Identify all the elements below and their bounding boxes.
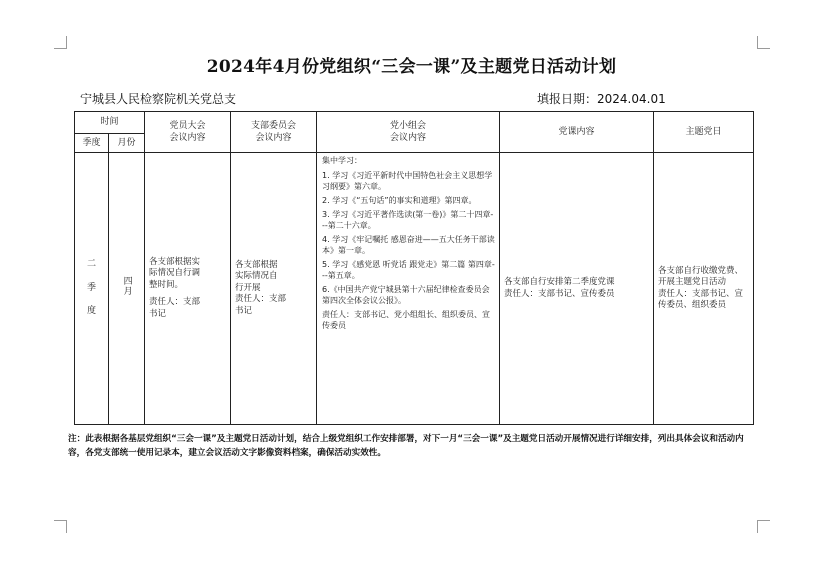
- header-time: 时间: [75, 112, 145, 134]
- crop-mark-bottom-left: [54, 520, 67, 533]
- header-members-meeting-line2: 会议内容: [169, 133, 206, 143]
- party-lecture-line: 各支部自行安排第二季度党课: [504, 277, 615, 288]
- branch-committee-content: [231, 153, 317, 425]
- quarter-char-3: 度: [86, 306, 96, 317]
- members-meeting-line: 际情况自行调: [149, 268, 201, 279]
- group-meeting-head: 集中学习：: [322, 156, 363, 165]
- theme-day-content: [654, 153, 754, 425]
- branch-committee-line: 各支部根据: [235, 259, 278, 270]
- group-meeting-item: 2. 学习《“五句话”的事实和道理》第四章。: [322, 196, 477, 206]
- group-meeting-item: 5. 学习《感党恩 听党话 跟党走》第二篇 第四章---第五章。: [322, 260, 495, 281]
- members-meeting-line: 整时间。: [149, 279, 184, 290]
- branch-committee-line: 责任人：支部: [235, 294, 287, 305]
- members-meeting-line: 各支部根据实: [149, 256, 201, 267]
- document-title: 2024年4月份党组织“三会一课”及主题党日活动计划: [206, 57, 617, 77]
- members-meeting-line: 责任人：支部: [149, 297, 201, 308]
- month-value: 四月: [121, 276, 132, 297]
- members-meeting-content: [145, 153, 231, 425]
- group-meeting-content: [317, 153, 500, 425]
- header-branch-committee-line2: 会议内容: [255, 133, 292, 143]
- header-group-meeting-line2: 会议内容: [390, 133, 427, 143]
- header-party-lecture: 党课内容: [500, 112, 654, 153]
- group-meeting-item: 4. 学习《牢记嘱托 感恩奋进——五大任务干部读本》第一章。: [322, 235, 495, 256]
- theme-day-responsible: 责任人：支部书记、宣传委员、组织委员: [658, 288, 744, 310]
- group-meeting-item: 6.《中国共产党宁城县第十六届纪律检查委员会第四次全体会议公报》。: [322, 285, 490, 306]
- crop-mark-top-right: [757, 36, 770, 49]
- footnote: 注：此表根据各基层党组织“三会一课”及主题党日活动计划，结合上级党组织工作安排部署，对下一月“三会一课”及主题党日活动开展情况进行详细安排，列出具体会议和活动内容，各党支部统一使用记录本，建立会议活动文字影像资料档案，确保活动实效性。: [68, 434, 744, 459]
- group-meeting-item: 1. 学习《习近平新时代中国特色社会主义思想学习纲要》第六章。: [322, 171, 493, 192]
- branch-committee-line: 实际情况自: [235, 271, 278, 282]
- branch-committee-line: 行开展: [235, 282, 261, 293]
- crop-mark-bottom-right: [757, 520, 770, 533]
- quarter-cell: [75, 153, 109, 425]
- header-branch-committee: [231, 112, 317, 153]
- header-group-meeting-line1: 党小组会: [390, 120, 427, 131]
- group-meeting-responsible: 责任人：支部书记、党小组组长、组织委员、宣传委员: [322, 310, 491, 331]
- header-members-meeting-line1: 党员大会: [169, 120, 206, 131]
- organization-name: 宁城县人民检察院机关党总支: [80, 92, 237, 106]
- header-quarter: 季度: [75, 134, 109, 153]
- crop-mark-top-left: [54, 36, 67, 49]
- quarter-char-2: 季: [86, 282, 96, 293]
- branch-committee-line: 书记: [235, 305, 253, 316]
- header-members-meeting: [145, 112, 231, 153]
- quarter-char-1: 二: [86, 259, 96, 270]
- header-month: 月份: [109, 134, 145, 153]
- members-meeting-line: 书记: [149, 308, 167, 319]
- header-group-meeting: [317, 112, 500, 153]
- header-theme-day: 主题党日: [654, 112, 754, 153]
- theme-day-line: 各支部自行收缴党费、开展主题党日活动: [658, 265, 744, 288]
- month-cell: [109, 153, 145, 425]
- fill-date: 填报日期：2024.04.01: [537, 92, 666, 106]
- party-lecture-responsible: 责任人：支部书记、宣传委员: [504, 288, 615, 299]
- header-branch-committee-line1: 支部委员会: [251, 120, 297, 131]
- group-meeting-item: 3. 学习《习近平著作选读(第一卷)》第二十四章---第二十六章。: [322, 210, 494, 231]
- plan-table: [74, 111, 754, 425]
- party-lecture-content: [500, 153, 654, 425]
